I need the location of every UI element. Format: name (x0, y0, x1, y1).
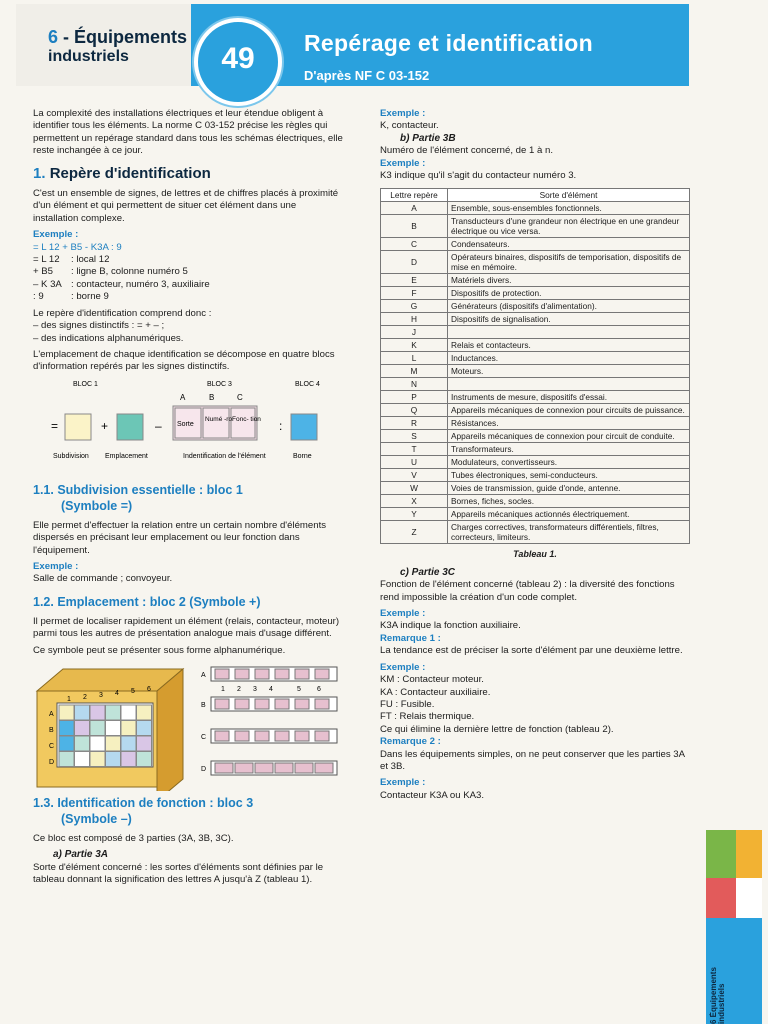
table-cell-letter: N (381, 378, 448, 391)
svg-text:A: A (201, 671, 206, 679)
example-line: – K 3A : contacteur, numéro 3, auxiliaire (33, 278, 210, 290)
section-1-1-text: Elle permet d'effectuer la relation entre un certain nombre d'éléments dispersés en précisant leur emplacement ou leur fonction dans l'équipement. (33, 519, 327, 556)
remark-text: La tendance est de préciser la sorte d'élément par une deuxième lettre. (380, 645, 683, 657)
grid-cell (59, 705, 74, 720)
symbol-minus: – (155, 418, 162, 433)
partie-3c-text: Fonction de l'élément concerné (tableau 2) : la diversité des fonctions rend impossible la création d'un code complet. (380, 579, 675, 603)
example-text: Contacteur K3A ou KA3. (380, 789, 484, 801)
table-cell-letter: M (381, 365, 448, 378)
table-cell-letter: T (381, 443, 448, 456)
page-number-badge: 49 (194, 18, 282, 106)
table-cell-sort: Inductances. (448, 352, 690, 365)
rack-module (255, 669, 269, 679)
example-label: Exemple : (380, 108, 426, 119)
rack-module (235, 699, 249, 709)
subdivision-label: Subdivision (53, 452, 89, 460)
table-cell-sort: Relais et contacteurs. (448, 339, 690, 352)
table-row (381, 352, 690, 365)
table-row (381, 482, 690, 495)
bloc1-box (65, 414, 91, 440)
side-tab (706, 830, 768, 1024)
example-text: K, contacteur. (380, 120, 439, 132)
table-cell-letter: R (381, 417, 448, 430)
fonction-label: Fonc- tion (232, 415, 261, 423)
grid-cell (75, 736, 90, 751)
table-row (381, 456, 690, 469)
table-cell-letter: Q (381, 404, 448, 417)
svg-text:6: 6 (147, 685, 151, 693)
table-cell-sort: Condensateurs. (448, 238, 690, 251)
blocs-diagram (33, 378, 333, 474)
svg-text:B: B (201, 701, 206, 709)
rack-module (215, 699, 229, 709)
table-row (381, 300, 690, 313)
table-cell-sort: Transformateurs. (448, 443, 690, 456)
table-cell-sort: Transducteurs d'une grandeur non électrique en une grandeur électrique ou vice versa. (448, 215, 690, 238)
part-a-label: A (180, 392, 186, 402)
bloc1-label: BLOC 1 (73, 380, 98, 388)
section-1-1-heading: 1.1. Subdivision essentielle : bloc 1 (Symbole =) (33, 482, 243, 513)
section-1-1-example: Salle de commande ; convoyeur. (33, 573, 173, 585)
table-cell-sort: Appareils mécaniques de connexion pour circuits de puissance. (448, 404, 690, 417)
table-row (381, 274, 690, 287)
rack-module (235, 669, 249, 679)
table-cell-letter: U (381, 456, 448, 469)
table-cell-letter: Y (381, 508, 448, 521)
chapter-number: 6 - Équipements (48, 27, 188, 47)
grid-cell (121, 736, 136, 751)
grid-cell (90, 751, 105, 766)
bloc4-label: BLOC 4 (295, 380, 320, 388)
partie-3c-heading: c) Partie 3C (400, 566, 456, 578)
table-row (381, 404, 690, 417)
table-row (381, 417, 690, 430)
rack-module (295, 763, 313, 773)
table-row (381, 251, 690, 274)
example-label: Exemple : (33, 229, 79, 241)
chapter-tab (16, 4, 191, 86)
example-label: Exemple : (380, 661, 426, 673)
grid-cell (137, 736, 152, 751)
grid-cell (106, 736, 121, 751)
comprend-text: Le repère d'identification comprend donc : (33, 307, 212, 319)
svg-text:1: 1 (67, 695, 71, 703)
rack-module (275, 731, 289, 741)
table-cell-sort: Charges correctives, transformateurs différentiels, filtres, correcteurs, limiteurs. (448, 521, 690, 544)
sorte-label: Sorte (177, 420, 194, 428)
table-row (381, 365, 690, 378)
svg-text:3: 3 (253, 685, 257, 693)
table-cell-sort: Dispositifs de signalisation. (448, 313, 690, 326)
grid-cell (121, 720, 136, 735)
blocs-svg (33, 378, 333, 474)
side-tab-red (706, 878, 736, 918)
example-label: Exemple : (380, 608, 426, 620)
numero-label: Numé -ro (205, 415, 233, 423)
partie-3b-heading: b) Partie 3B (400, 132, 456, 144)
section-1-2-heading: 1.2. Emplacement : bloc 2 (Symbole +) (33, 594, 261, 609)
svg-text:4: 4 (269, 685, 273, 693)
grid-cell (59, 720, 74, 735)
grid-cell (75, 705, 90, 720)
page-header (16, 4, 689, 86)
rack-module (255, 731, 269, 741)
table-cell-sort: Matériels divers. (448, 274, 690, 287)
section-1-heading: 1. Repère d'identification (33, 164, 211, 182)
rack-module (315, 669, 329, 679)
section-1-3-heading: 1.3. Identification de fonction : bloc 3 (Symbole –) (33, 795, 254, 826)
table-cell-sort: Instruments de mesure, dispositifs d'essai. (448, 391, 690, 404)
table-header-sort: Sorte d'élément (448, 189, 690, 202)
table-cell-letter: D (381, 251, 448, 274)
table-cell-sort: Ensemble, sous-ensembles fonctionnels. (448, 202, 690, 215)
table-cell-sort: Bornes, fiches, socles. (448, 495, 690, 508)
symbol-plus: + (101, 418, 109, 433)
section-1-2-text: Il permet de localiser rapidement un élément (relais, contacteur, moteur) parmi tous les autres de présentation analogue mais d'usage différent. (33, 615, 340, 640)
elimine-text: Ce qui élimine la dernière lettre de fonction (tableau 2). (380, 723, 614, 735)
table-cell-letter: Z (381, 521, 448, 544)
remark-label: Remarque 1 : (380, 632, 441, 644)
svg-text:6: 6 (317, 685, 321, 693)
partie-3a-heading: a) Partie 3A (53, 849, 109, 861)
table-cell-letter: C (381, 238, 448, 251)
grid-cell (90, 720, 105, 735)
intro-paragraph: La complexité des installations électriques et leur étendue obligent à identifier tous les éléments. La norme C 03-152 précise les règles qui permettent un repérage standard dans tous les schémas électriques, elle reste inchangée à ce jour. (33, 108, 343, 157)
table-cell-letter: V (381, 469, 448, 482)
side-tab-yellow (736, 830, 762, 878)
table-cell-sort: Appareils mécaniques de connexion pour circuit de conduite. (448, 430, 690, 443)
table-cell-sort: Dispositifs de protection. (448, 287, 690, 300)
table-caption: Tableau 1. (513, 549, 557, 560)
svg-text:C: C (201, 733, 207, 741)
table-row (381, 508, 690, 521)
table-row (381, 378, 690, 391)
example-line: KM : Contacteur moteur. (380, 674, 484, 686)
table-cell-letter: L (381, 352, 448, 365)
example-text: K3A indique la fonction auxiliaire. (380, 620, 521, 632)
example-label: Exemple : (380, 777, 426, 789)
grid-cell (59, 736, 74, 751)
right-column (380, 108, 690, 802)
table-row (381, 469, 690, 482)
svg-text:2: 2 (83, 693, 87, 701)
table-cell-sort: Moteurs. (448, 365, 690, 378)
partie-3a-text: Sorte d'élément concerné : les sortes d'éléments sont définies par le tableau donnant la signification des lettres A jusqu'à Z (tableau 1). (33, 861, 324, 886)
svg-text:1: 1 (221, 685, 225, 693)
table-row (381, 215, 690, 238)
table-row (381, 495, 690, 508)
rack-module (255, 763, 273, 773)
table-cell-letter: F (381, 287, 448, 300)
table-cell-sort: Opérateurs binaires, dispositifs de temporisation, dispositifs de mise en mémoire. (448, 251, 690, 274)
grid-cell (75, 751, 90, 766)
rack-module (295, 731, 309, 741)
side-tab-white (736, 878, 762, 918)
bloc3-label: BLOC 3 (207, 380, 232, 388)
symbol-equals: = (51, 418, 59, 433)
page-title: Repérage et identification (304, 30, 593, 56)
table-cell-letter: P (381, 391, 448, 404)
symbol-colon: : (279, 418, 283, 433)
table-cell-sort (448, 326, 690, 339)
svg-text:5: 5 (297, 685, 301, 693)
comprend-item: – des signes distinctifs : = + – ; (33, 320, 165, 332)
table-cell-sort (448, 378, 690, 391)
grid-cell (137, 720, 152, 735)
svg-text:D: D (49, 758, 55, 766)
left-column (33, 108, 343, 891)
emplacement-figures (33, 661, 343, 791)
emplacement-label: Emplacement (105, 452, 148, 460)
table-cell-letter: H (381, 313, 448, 326)
section-1-text: C'est un ensemble de signes, de lettres et de chiffres placés à proximité d'un élément et qui permettent de situer cet élément dans une installation complexe. (33, 188, 339, 224)
grid-cell (106, 720, 121, 735)
svg-text:3: 3 (99, 691, 103, 699)
grid-cell (137, 705, 152, 720)
table-row (381, 521, 690, 544)
example-line: = L 12 : local 12 (33, 254, 110, 266)
table-cell-letter: J (381, 326, 448, 339)
rack-module (295, 669, 309, 679)
svg-text:A: A (49, 710, 54, 718)
table-cell-letter: S (381, 430, 448, 443)
table-row (381, 202, 690, 215)
table-cell-sort: Générateurs (dispositifs d'alimentation). (448, 300, 690, 313)
svg-text:5: 5 (131, 687, 135, 695)
table-cell-letter: G (381, 300, 448, 313)
page-subtitle: D'après NF C 03-152 (304, 68, 430, 83)
bloc2-box (117, 414, 143, 440)
example-line: FT : Relais thermique. (380, 711, 475, 723)
table-cell-sort: Voies de transmission, guide d'onde, antenne. (448, 482, 690, 495)
rack-module (295, 699, 309, 709)
svg-text:D: D (201, 765, 207, 773)
table-cell-letter: B (381, 215, 448, 238)
bloc4-box (291, 414, 317, 440)
table-row (381, 326, 690, 339)
section-1-3-text: Ce bloc est composé de 3 parties (3A, 3B, 3C). (33, 832, 234, 844)
example-line: + B5 : ligne B, colonne numéro 5 (33, 266, 188, 278)
table-row (381, 339, 690, 352)
svg-text:C: C (49, 742, 55, 750)
table-cell-letter: W (381, 482, 448, 495)
grid-cell (121, 705, 136, 720)
table-cell-letter: K (381, 339, 448, 352)
table-row (381, 238, 690, 251)
borne-label: Borne (293, 452, 312, 460)
table-header-letter: Lettre repère (381, 189, 448, 202)
table-cell-sort: Modulateurs, convertisseurs. (448, 456, 690, 469)
rack-module (275, 669, 289, 679)
numero-box (203, 408, 229, 438)
example-line: KA : Contacteur auxiliaire. (380, 686, 491, 698)
part-b-label: B (209, 392, 215, 402)
rack-module (315, 763, 333, 773)
table-row (381, 287, 690, 300)
table-body (381, 202, 690, 544)
side-tab-label: 6 Équipements industriels (709, 967, 726, 1024)
grid-cell (106, 705, 121, 720)
example-label: Exemple : (380, 157, 426, 169)
example-code: = L 12 + B5 - K3A : 9 (33, 241, 122, 253)
rack-module (215, 763, 233, 773)
table-row (381, 443, 690, 456)
table-cell-sort: Appareils mécaniques actionnés électriquement. (448, 508, 690, 521)
table-cell-sort: Tubes électroniques, semi-conducteurs. (448, 469, 690, 482)
grid-cell (90, 705, 105, 720)
table-cell-letter: A (381, 202, 448, 215)
grid-cell (90, 736, 105, 751)
remark-label: Remarque 2 : (380, 736, 441, 748)
table-row (381, 430, 690, 443)
table-cell-letter: X (381, 495, 448, 508)
grid-cell (137, 751, 152, 766)
example-text: K3 indique qu'il s'agit du contacteur numéro 3. (380, 170, 577, 182)
rack-module (235, 731, 249, 741)
side-tab-green (706, 830, 736, 878)
svg-text:2: 2 (237, 685, 241, 693)
part-c-label: C (237, 392, 243, 402)
emplacement-text: L'emplacement de chaque identification se décompose en quatre blocs d'information repérés par les signes distinctifs. (33, 348, 335, 373)
grid-cell (121, 751, 136, 766)
comprend-item: – des indications alphanumériques. (33, 332, 184, 344)
grid-cell (59, 751, 74, 766)
rack-module (315, 731, 329, 741)
rack-module (275, 763, 293, 773)
table-cell-sort: Résistances. (448, 417, 690, 430)
rack-module (315, 699, 329, 709)
svg-text:B: B (49, 726, 54, 734)
remark-text: Dans les équipements simples, on ne peut conserver que les parties 3A et 3B. (380, 748, 685, 772)
svg-text:4: 4 (115, 689, 119, 697)
grid-cell (106, 751, 121, 766)
chapter-title: industriels (48, 48, 129, 65)
example-line: FU : Fusible. (380, 698, 435, 710)
rack-module (215, 731, 229, 741)
fonction-box (231, 408, 255, 438)
table-cell-letter: E (381, 274, 448, 287)
example-line: : 9 : borne 9 (33, 291, 109, 303)
table-row (381, 391, 690, 404)
rack-module (215, 669, 229, 679)
rack-figure (201, 661, 341, 791)
tableau-1 (380, 188, 690, 544)
partie-3b-text: Numéro de l'élément concerné, de 1 à n. (380, 145, 554, 157)
grid-cell (75, 720, 90, 735)
rack-module (275, 699, 289, 709)
example-label: Exemple : (33, 560, 79, 572)
rack-module (235, 763, 253, 773)
section-1-2-text2: Ce symbole peut se présenter sous forme alphanumérique. (33, 644, 286, 656)
rack-module (255, 699, 269, 709)
identification-label: Indentification de l'élément (183, 452, 266, 460)
table-row (381, 313, 690, 326)
